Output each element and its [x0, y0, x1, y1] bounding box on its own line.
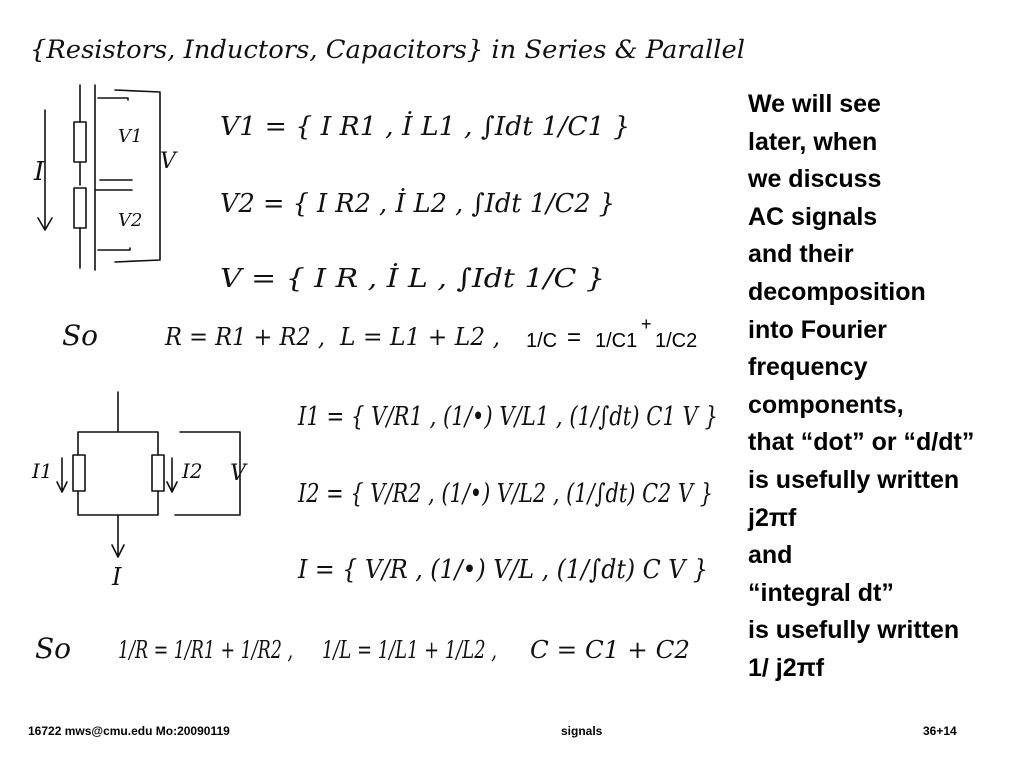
series-so-label: So — [62, 319, 99, 352]
sidebar-notes — [748, 86, 1024, 688]
sidebar-line: 1/ j2πf — [748, 653, 825, 682]
sidebar-line: decomposition — [748, 277, 926, 306]
footer-slide-number: 36+14 — [923, 724, 957, 738]
parallel-i2-label: I2 — [182, 459, 203, 483]
series-v2-label: V2 — [118, 210, 143, 231]
parallel-i1-label: I1 — [32, 459, 53, 483]
heading: {Resistors, Inductors, Capacitors} in Series & Parallel — [30, 35, 745, 64]
sidebar-line: and their — [748, 240, 854, 269]
sidebar-line: We will see — [748, 90, 881, 118]
series-v-label: V — [160, 149, 176, 174]
parallel-i-label: I — [112, 563, 122, 591]
series-so-c-plus: + — [641, 314, 652, 334]
sidebar-line: that “dot” or “d/dt” — [748, 428, 975, 457]
series-so-l: L = L1 + L2 , — [339, 323, 500, 351]
slide-footer — [0, 722, 1024, 742]
parallel-circuit-diagram — [57, 392, 240, 557]
sidebar-line: later, when — [748, 127, 878, 156]
series-v1-label: V1 — [118, 126, 143, 147]
sidebar-line: we discuss — [748, 165, 882, 194]
sidebar-line: is usefully written — [748, 616, 960, 645]
series-so-c-lhs: 1/C — [526, 330, 558, 352]
parallel-so-r: 1/R = 1/R1 + 1/R2 , — [118, 636, 293, 664]
series-eq-v2: V2 = { I R2 , İ L2 , ∫Idt 1/C2 } — [220, 189, 621, 219]
sidebar-line: “integral dt” — [748, 578, 894, 607]
sidebar-line: frequency — [748, 353, 868, 382]
footer-course-info: 16722 mws@cmu.edu Mo:20090119 — [28, 724, 230, 738]
series-so-c-t2: 1/C2 — [655, 330, 698, 352]
parallel-eq-i1: I1 = { V/R1 , (1/•) V/L1 , (1/∫dt) C1 V } — [297, 402, 718, 432]
parallel-v-label: V — [230, 461, 246, 486]
series-so-c-t1: 1/C1 — [595, 330, 638, 352]
parallel-eq-i: I = { V/R , (1/•) V/L , (1/∫dt) C V } — [297, 555, 708, 585]
sidebar-line: and — [748, 541, 793, 570]
sidebar-line: AC signals — [748, 202, 878, 231]
series-eq-v: V = { I R , İ L , ∫Idt 1/C } — [220, 264, 555, 294]
parallel-eq-i2: I2 = { V/R2 , (1/•) V/L2 , (1/∫dt) C2 V } — [297, 479, 713, 509]
series-so-r: R = R1 + R2 , — [164, 323, 325, 351]
parallel-so-label: So — [35, 632, 72, 665]
parallel-so-c: C = C1 + C2 — [530, 636, 690, 664]
sidebar-line: into Fourier — [748, 315, 887, 344]
parallel-so-l: 1/L = 1/L1 + 1/L2 , — [322, 636, 497, 664]
sidebar-line: j2πf — [748, 503, 797, 532]
footer-topic: signals — [561, 724, 603, 738]
series-current-label: I — [34, 157, 45, 187]
series-eq-v1: V1 = { I R1 , İ L1 , ∫Idt 1/C1 } — [220, 112, 621, 142]
series-so-c-eq: = — [567, 324, 582, 351]
sidebar-line: components, — [748, 390, 904, 419]
sidebar-line: is usefully written — [748, 465, 960, 494]
series-circuit-diagram — [38, 85, 160, 270]
